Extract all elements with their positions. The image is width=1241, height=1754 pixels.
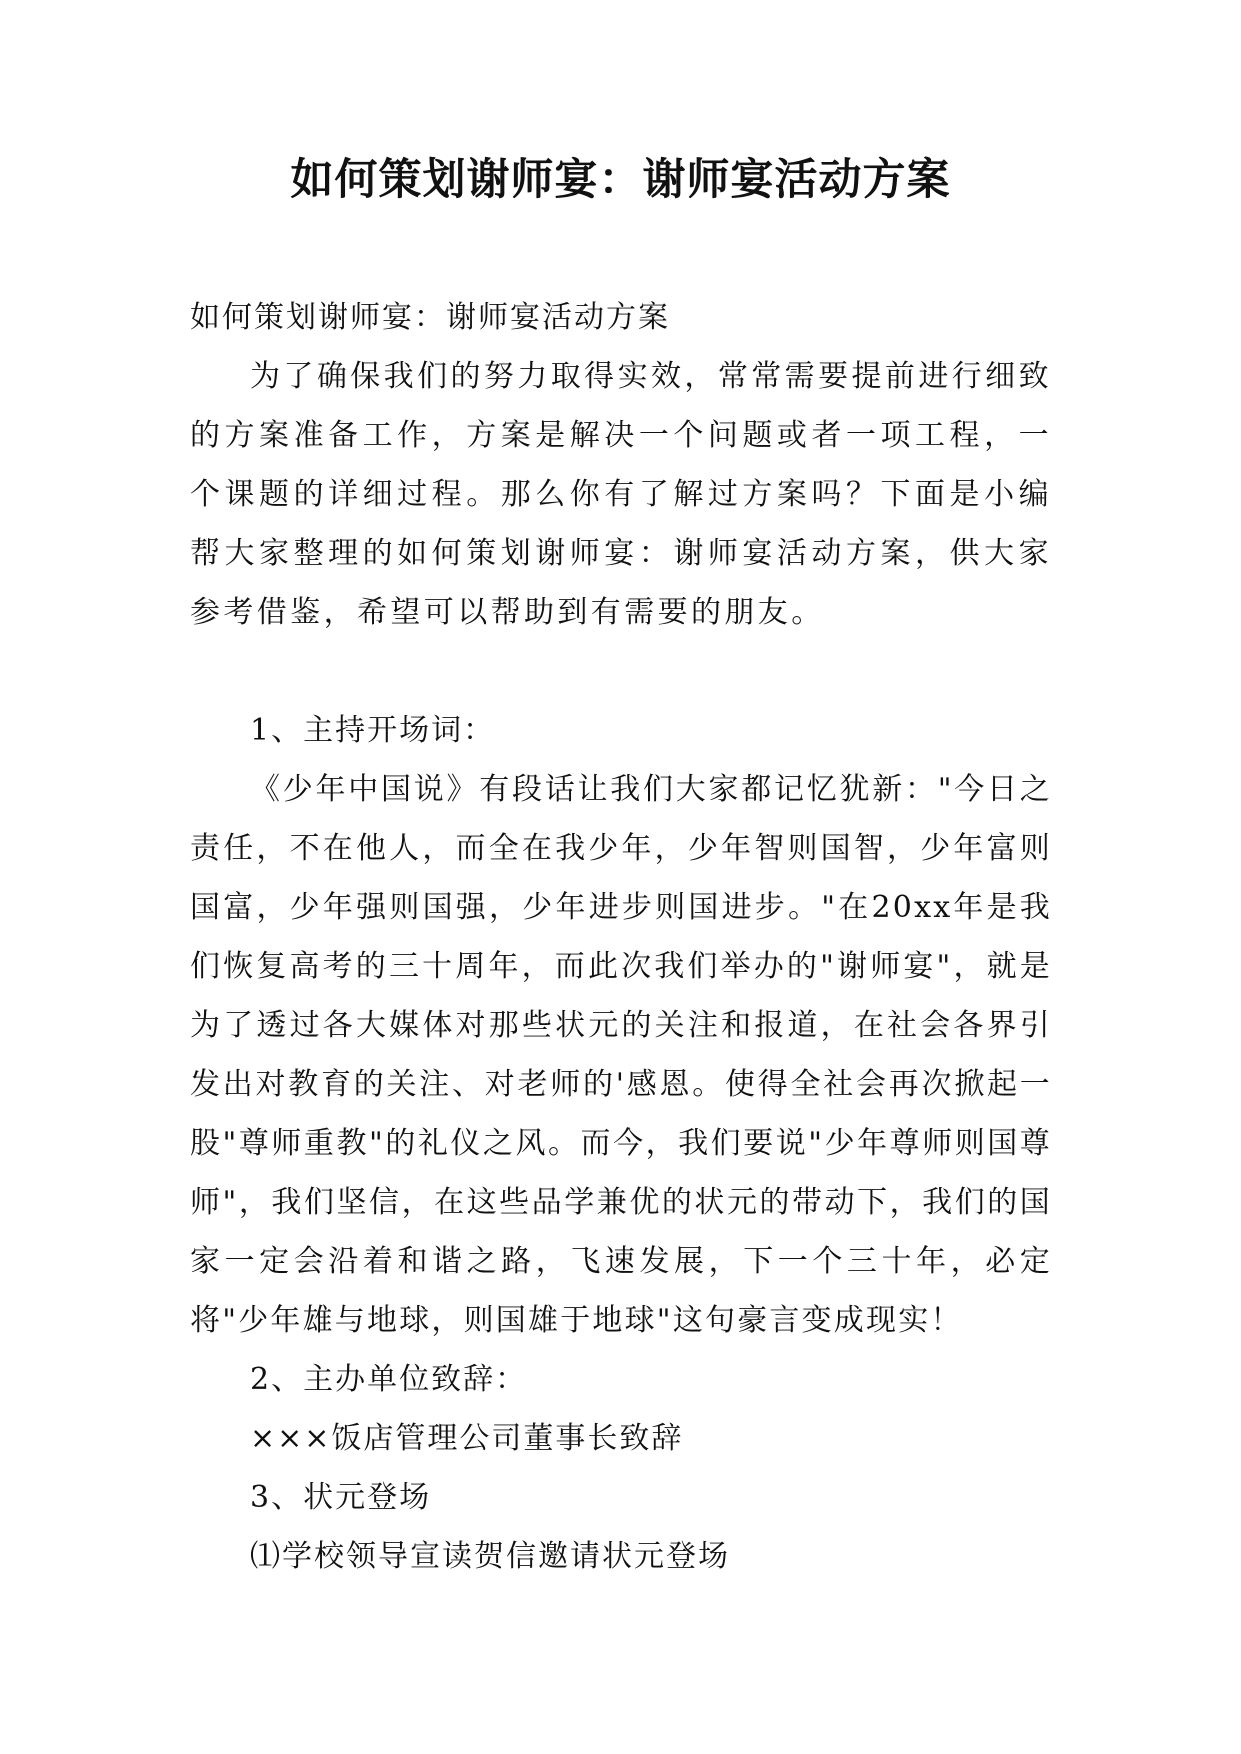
section-1-body: 《少年中国说》有段话让我们大家都记忆犹新："今日之责任，不在他人，而全在我少年，少年智则国智，少年富则国富，少年强则国强，少年进步则国进步。"在20xx年是我们恢复高考的三十周年，而此次我们举办的"谢师宴"，就是为了透过各大媒体对那些状元的关注和报道，在社会各界引发出对教育的关注、对老师的'感恩。使得全社会再次掀起一股"尊师重教"的礼仪之风。而今，我们要说"少年尊师则国尊师"，我们坚信，在这些品学兼优的状元的带动下，我们的国家一定会沿着和谐之路，飞速发展，下一个三十年，必定将"少年雄与地球，则国雄于地球"这句豪言变成现实！	[190, 772, 1052, 1338]
document-subtitle: 如何策划谢师宴：谢师宴活动方案	[190, 300, 670, 335]
intro-paragraph: 为了确保我们的努力取得实效，常常需要提前进行细致的方案准备工作，方案是解决一个问题或者一项工程，一个课题的详细过程。那么你有了解过方案吗？下面是小编帮大家整理的如何策划谢师宴：谢师宴活动方案，供大家参考借鉴，希望可以帮助到有需要的朋友。	[190, 359, 1052, 630]
section-3-item-1: ⑴学校领导宣读贺信邀请状元登场	[250, 1539, 730, 1574]
paragraph-spacer	[190, 642, 1052, 701]
section-3-heading: 3、状元登场	[250, 1480, 432, 1515]
document-body	[190, 288, 1052, 1586]
section-2-body: ×××饭店管理公司董事长致辞	[250, 1421, 684, 1456]
section-2-heading: 2、主办单位致辞：	[250, 1362, 528, 1397]
section-1-heading: 1、主持开场词：	[250, 713, 496, 748]
document-title: 如何策划谢师宴：谢师宴活动方案	[290, 155, 951, 205]
